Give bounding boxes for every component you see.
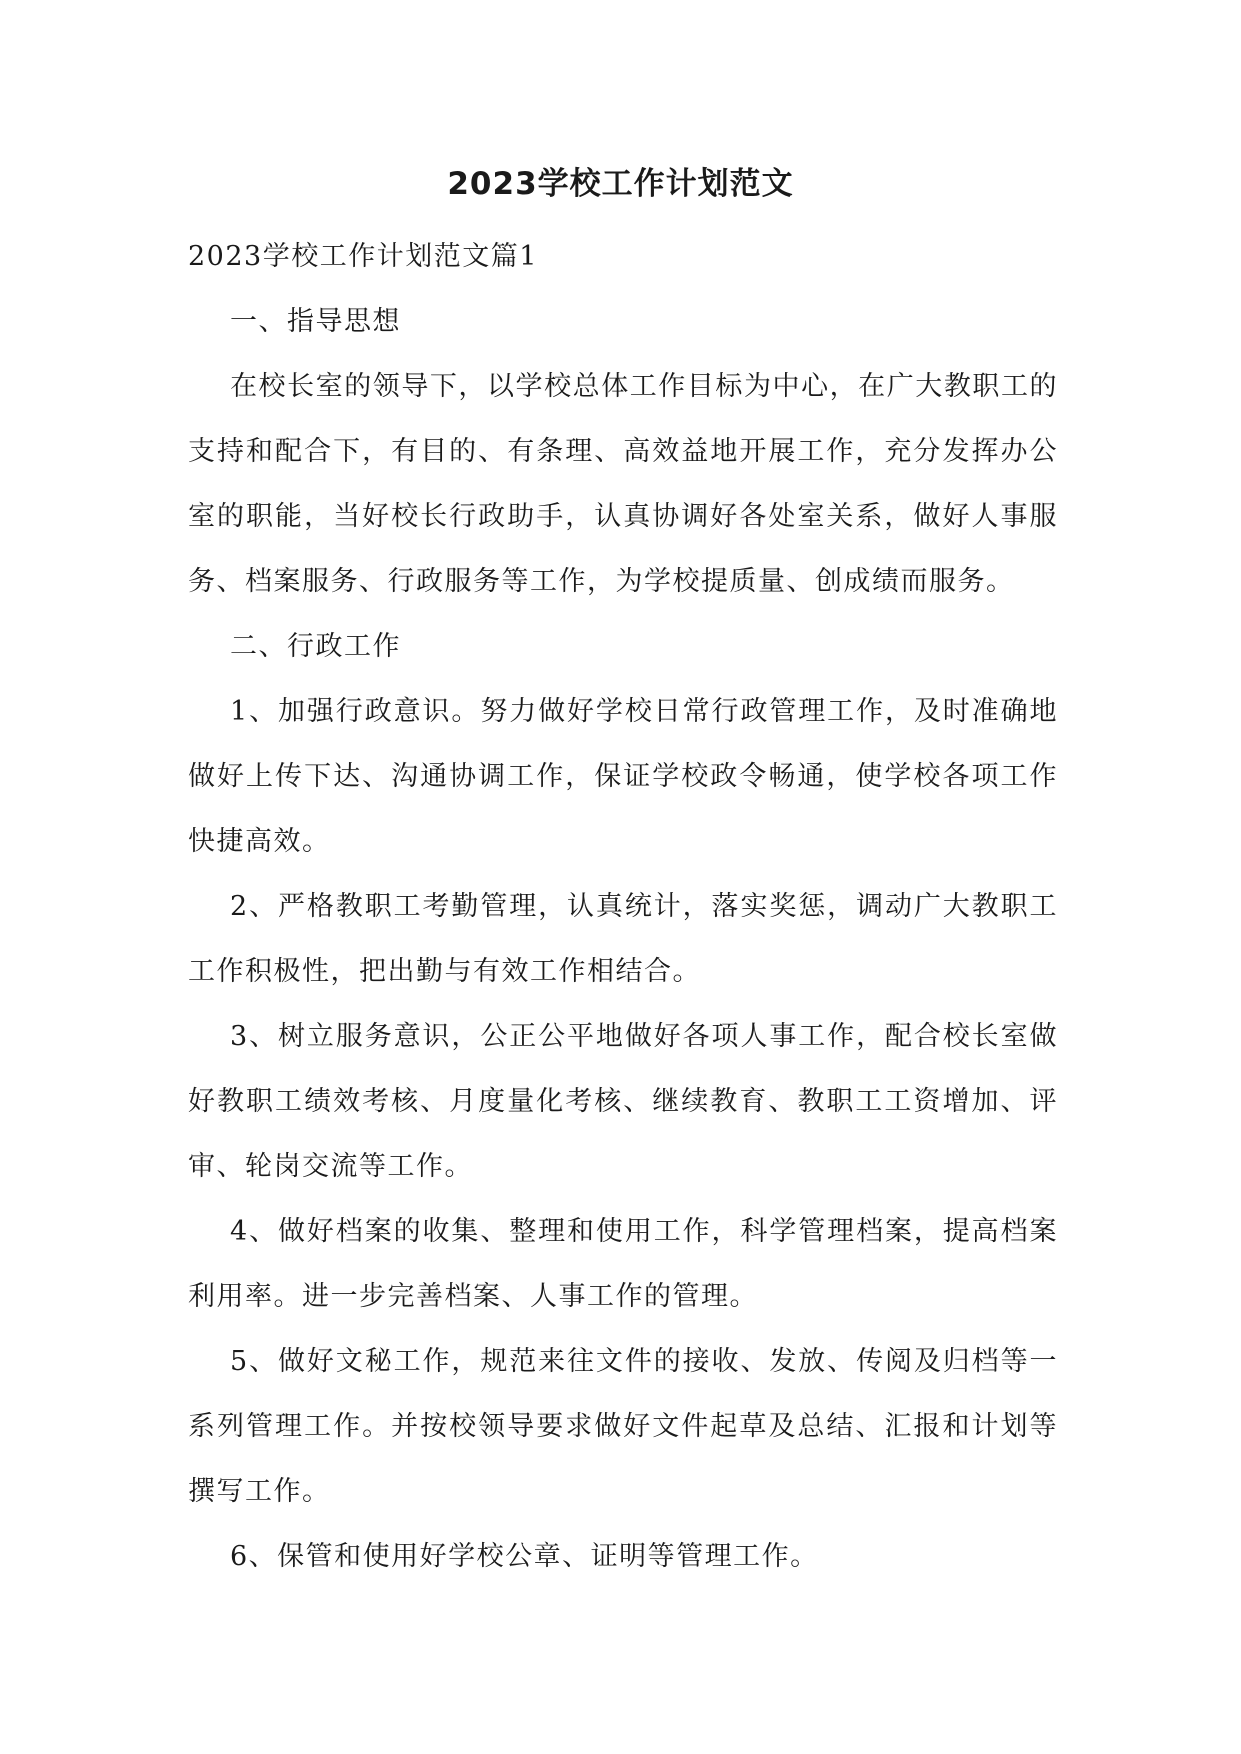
document-body bbox=[188, 224, 1058, 1589]
document-subtitle: 2023学校工作计划范文篇1 bbox=[188, 241, 538, 272]
section-heading: 一、指导思想 bbox=[230, 306, 401, 337]
paragraph: 1、加强行政意识。努力做好学校日常行政管理工作，及时准确地做好上传下达、沟通协调工作，保证学校政令畅通，使学校各项工作快捷高效。 bbox=[188, 696, 1058, 857]
paragraph: 在校长室的领导下，以学校总体工作目标为中心，在广大教职工的支持和配合下，有目的、有条理、高效益地开展工作，充分发挥办公室的职能，当好校长行政助手，认真协调好各处室关系，做好人事服务、档案服务、行政服务等工作，为学校提质量、创成绩而服务。 bbox=[188, 371, 1058, 597]
section-heading: 二、行政工作 bbox=[230, 631, 401, 662]
paragraph: 5、做好文秘工作，规范来往文件的接收、发放、传阅及归档等一系列管理工作。并按校领导要求做好文件起草及总结、汇报和计划等撰写工作。 bbox=[188, 1346, 1058, 1507]
paragraph: 6、保管和使用好学校公章、证明等管理工作。 bbox=[230, 1541, 819, 1572]
paragraph: 3、树立服务意识，公正公平地做好各项人事工作，配合校长室做好教职工绩效考核、月度量化考核、继续教育、教职工工资增加、评审、轮岗交流等工作。 bbox=[188, 1021, 1058, 1182]
paragraph: 4、做好档案的收集、整理和使用工作，科学管理档案，提高档案利用率。进一步完善档案、人事工作的管理。 bbox=[188, 1216, 1058, 1312]
paragraph: 2、严格教职工考勤管理，认真统计，落实奖惩，调动广大教职工工作积极性，把出勤与有效工作相结合。 bbox=[188, 891, 1058, 987]
document-title: 2023学校工作计划范文 bbox=[447, 166, 794, 202]
